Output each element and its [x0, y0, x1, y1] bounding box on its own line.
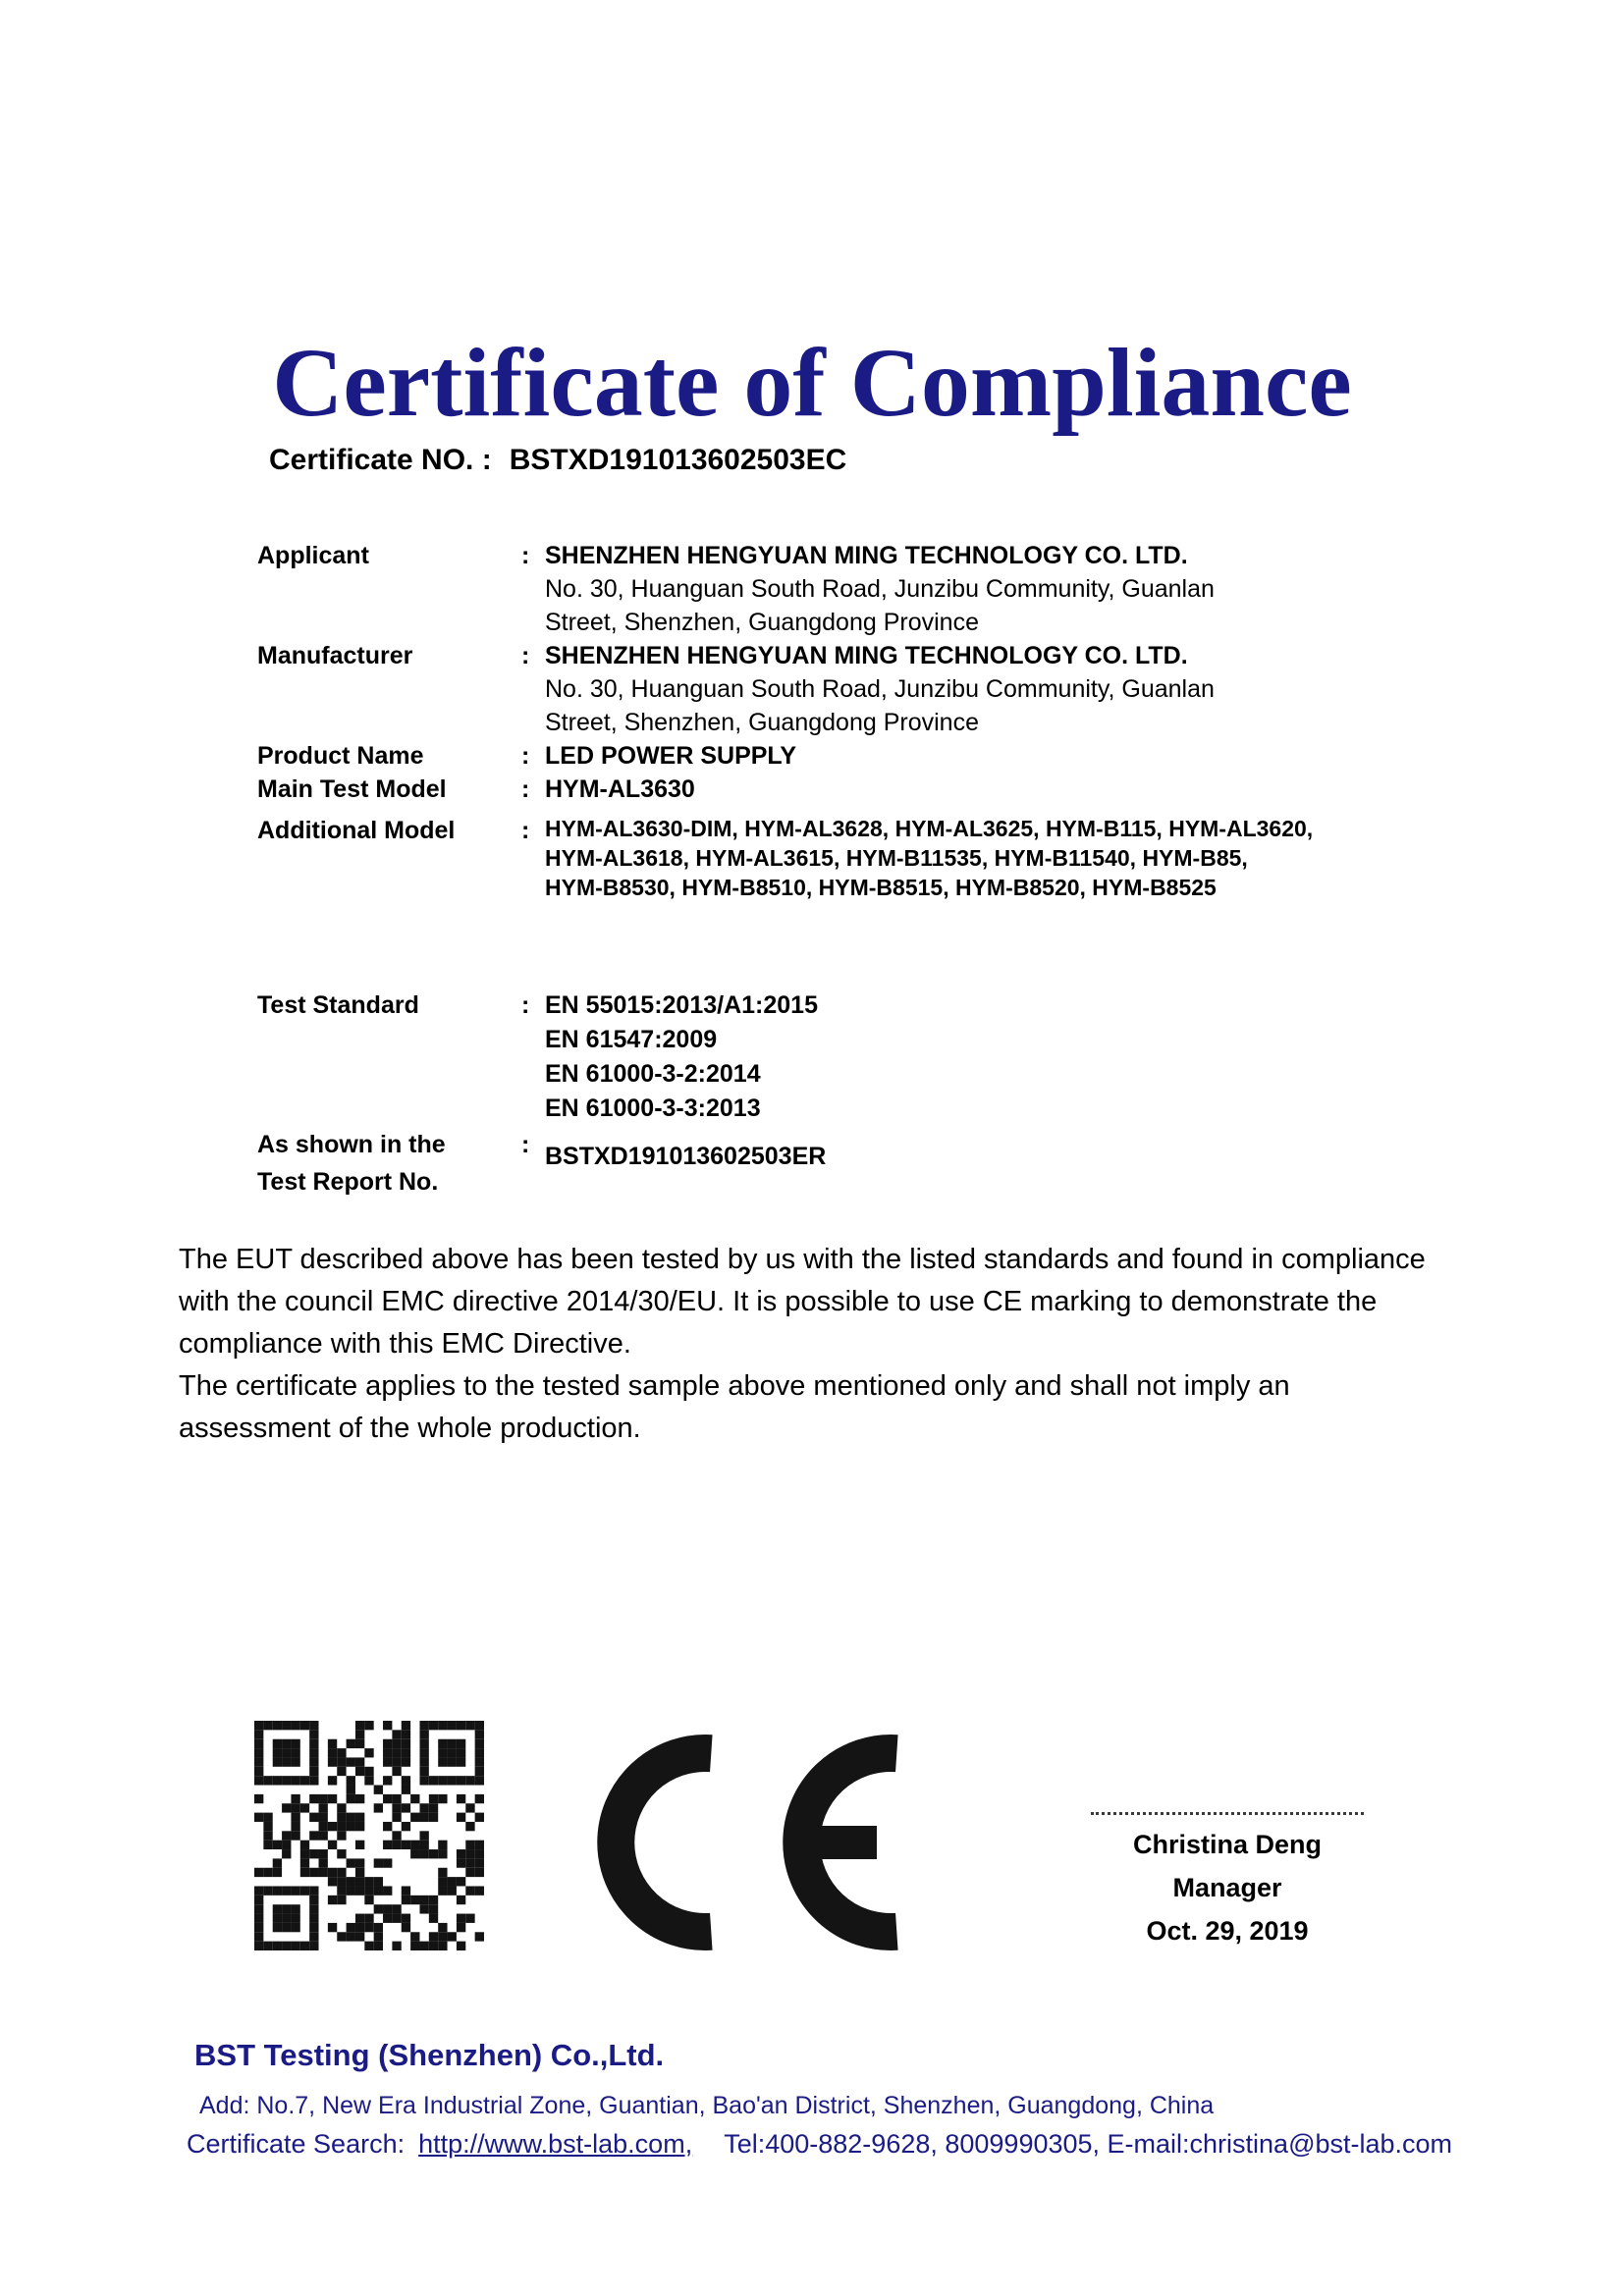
signatory-name: Christina Deng: [1132, 1830, 1323, 1859]
additional-model-line3: HYM-B8530, HYM-B8510, HYM-B8515, HYM-B8520, HYM-B8525: [545, 875, 1217, 900]
test-standard-label: Test Standard: [257, 991, 419, 1019]
colon: :: [521, 542, 530, 569]
issuer-contact-info: Tel:400-882-9628, 8009990305, E-mail:christina@bst-lab.com: [724, 2129, 1453, 2159]
applicant-value: [545, 539, 1416, 639]
colon: :: [521, 817, 530, 844]
test-standard-line4: EN 61000-3-3:2013: [545, 1095, 761, 1122]
manufacturer-address-line1: No. 30, Huanguan South Road, Junzibu Community, Guanlan: [545, 675, 1215, 703]
statement-paragraph-2: The certificate applies to the tested sample above mentioned only and shall not imply an assessment of the whole production.: [179, 1370, 1290, 1444]
additional-model-label: Additional Model: [257, 817, 456, 844]
colon: :: [521, 991, 530, 1019]
manufacturer-label: Manufacturer: [257, 642, 413, 669]
issuer-address: Add: No.7, New Era Industrial Zone, Guantian, Bao'an District, Shenzhen, Guangdong, China: [199, 2092, 1215, 2119]
ce-mark-icon: [587, 1725, 926, 1954]
signature-date: Oct. 29, 2019: [1146, 1916, 1309, 1946]
additional-model-value: [545, 814, 1416, 902]
product-name-value: LED POWER SUPPLY: [545, 742, 797, 770]
issuer-company-name: BST Testing (Shenzhen) Co.,Ltd.: [194, 2038, 665, 2072]
test-report-value: BSTXD191013602503ER: [545, 1143, 827, 1170]
test-standard-value: [545, 988, 1416, 1126]
info-table: [257, 539, 1416, 1201]
certificate-search-link[interactable]: http://www.bst-lab.com,: [418, 2129, 693, 2159]
row-spacer: [257, 806, 1416, 814]
colon: :: [521, 642, 530, 669]
signatory-role: Manager: [1172, 1873, 1282, 1902]
qr-code-icon: [254, 1721, 484, 1950]
main-test-model-value: HYM-AL3630: [545, 775, 695, 803]
colon: :: [521, 775, 530, 803]
certificate-no-label: Certificate NO. :: [269, 444, 492, 476]
signature-dotted-line: [1091, 1812, 1364, 1815]
main-test-model-label: Main Test Model: [257, 775, 447, 803]
section-spacer: [257, 902, 1416, 988]
certificate-search-row: [187, 2129, 1452, 2160]
colon: :: [521, 1131, 530, 1158]
signature-block: [1065, 1812, 1389, 1952]
additional-model-line2: HYM-AL3618, HYM-AL3615, HYM-B11535, HYM-B11540, HYM-B85,: [545, 845, 1248, 871]
additional-model-line1: HYM-AL3630-DIM, HYM-AL3628, HYM-AL3625, HYM-B115, HYM-AL3620,: [545, 816, 1314, 841]
applicant-name: SHENZHEN HENGYUAN MING TECHNOLOGY CO. LTD.: [545, 542, 1188, 569]
test-standard-line3: EN 61000-3-2:2014: [545, 1060, 761, 1088]
test-report-label: [257, 1126, 521, 1201]
page-title: Certificate of Compliance: [272, 328, 1352, 437]
manufacturer-value: [545, 639, 1416, 739]
applicant-label: Applicant: [257, 542, 369, 569]
test-report-label-line1: As shown in the: [257, 1131, 446, 1158]
colon: :: [521, 742, 530, 770]
test-report-label-line2: Test Report No.: [257, 1168, 439, 1196]
statement-paragraph-1: The EUT described above has been tested by us with the listed standards and found in compliance with the council EMC directive 2014/30/EU. It is possible to use CE marking to demonstrate the compliance with this EMC Directive.: [179, 1244, 1426, 1360]
manufacturer-name: SHENZHEN HENGYUAN MING TECHNOLOGY CO. LTD.: [545, 642, 1188, 669]
applicant-address-line1: No. 30, Huanguan South Road, Junzibu Community, Guanlan: [545, 575, 1215, 603]
manufacturer-address-line2: Street, Shenzhen, Guangdong Province: [545, 709, 979, 736]
certificate-no-row: [269, 444, 846, 477]
statement-block: [179, 1239, 1440, 1450]
test-standard-line1: EN 55015:2013/A1:2015: [545, 991, 818, 1019]
product-name-label: Product Name: [257, 742, 424, 770]
test-standard-line2: EN 61547:2009: [545, 1026, 718, 1053]
certificate-no-value: BSTXD191013602503EC: [509, 444, 847, 476]
applicant-address-line2: Street, Shenzhen, Guangdong Province: [545, 609, 979, 636]
certificate-search-label: Certificate Search:: [187, 2129, 406, 2159]
